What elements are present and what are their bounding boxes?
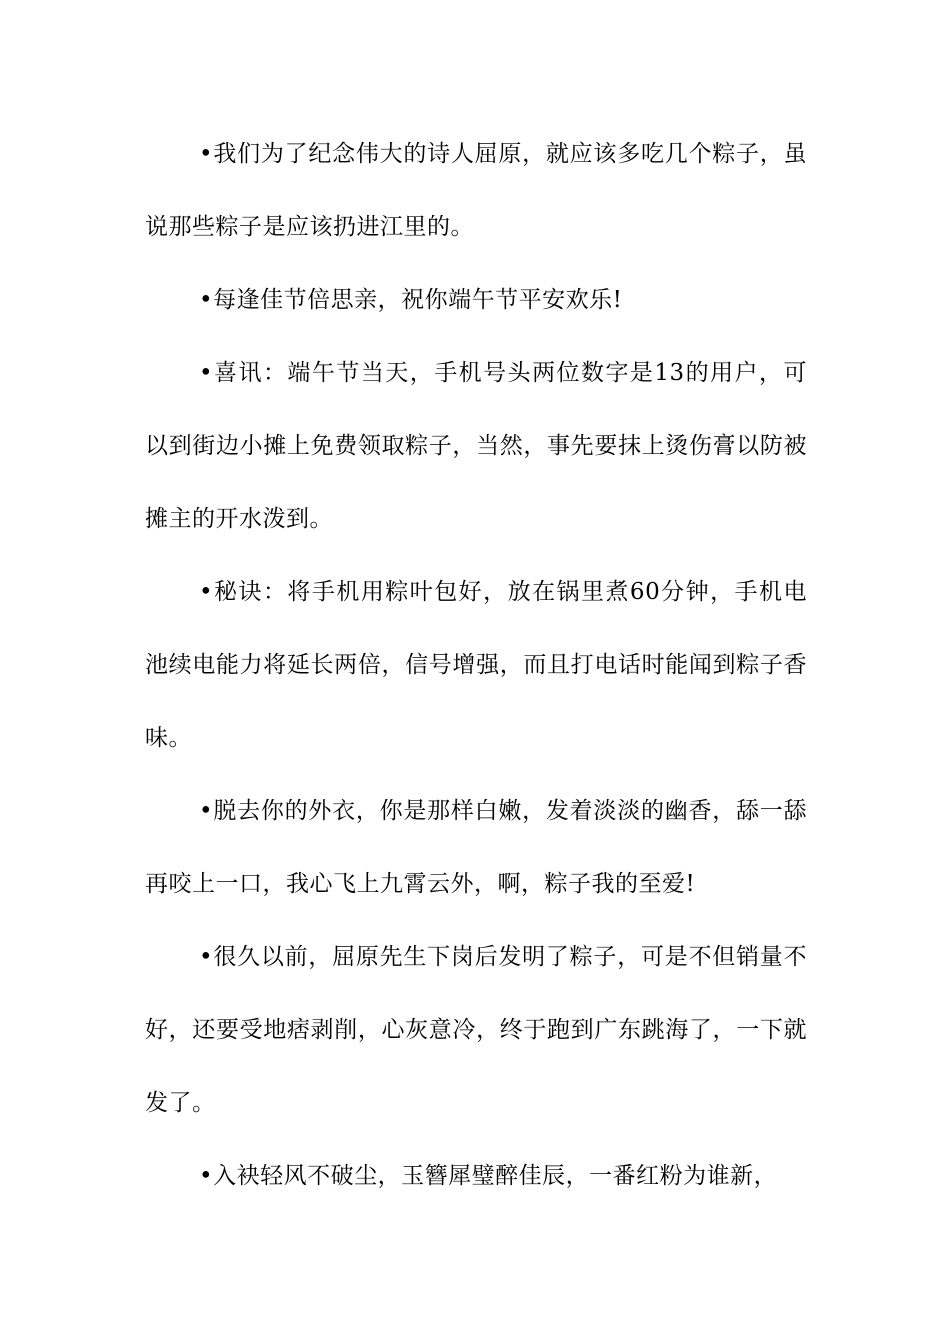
paragraph-secret-tip: •秘诀：将手机用粽叶包好，放在锅里煮60分钟，手机电池续电能力将延长两倍，信号增强，而且打电话时能闻到粽子香味。 [145,579,807,751]
paragraph-good-news: •喜讯：端午节当天，手机号头两位数字是13的用户，可以到街边小摊上免费领取粽子，当然，事先要抹上烫伤膏以防被摊主的开水泼到。 [145,360,807,532]
paragraph-poem: •入袂轻风不破尘，玉簪犀璧醉佳辰，一番红粉为谁新， [199,1163,778,1189]
paragraph-zongzi-love: •脱去你的外衣，你是那样白嫩，发着淡淡的幽香，舔一舔再咬上一口，我心飞上九霄云外，啊，粽子我的至爱! [145,798,807,897]
paragraph-festival-greeting: •每逢佳节倍思亲，祝你端午节平安欢乐! [199,287,623,313]
paragraph-long-ago: •很久以前，屈原先生下岗后发明了粽子，可是不但销量不好，还要受地痞剥削，心灰意冷，终于跑到广东跳海了，一下就发了。 [145,944,807,1116]
document-body [145,118,807,1213]
paragraph-qu-yuan-zongzi: •我们为了纪念伟大的诗人屈原，就应该多吃几个粽子，虽说那些粽子是应该扔进江里的。 [145,141,807,240]
